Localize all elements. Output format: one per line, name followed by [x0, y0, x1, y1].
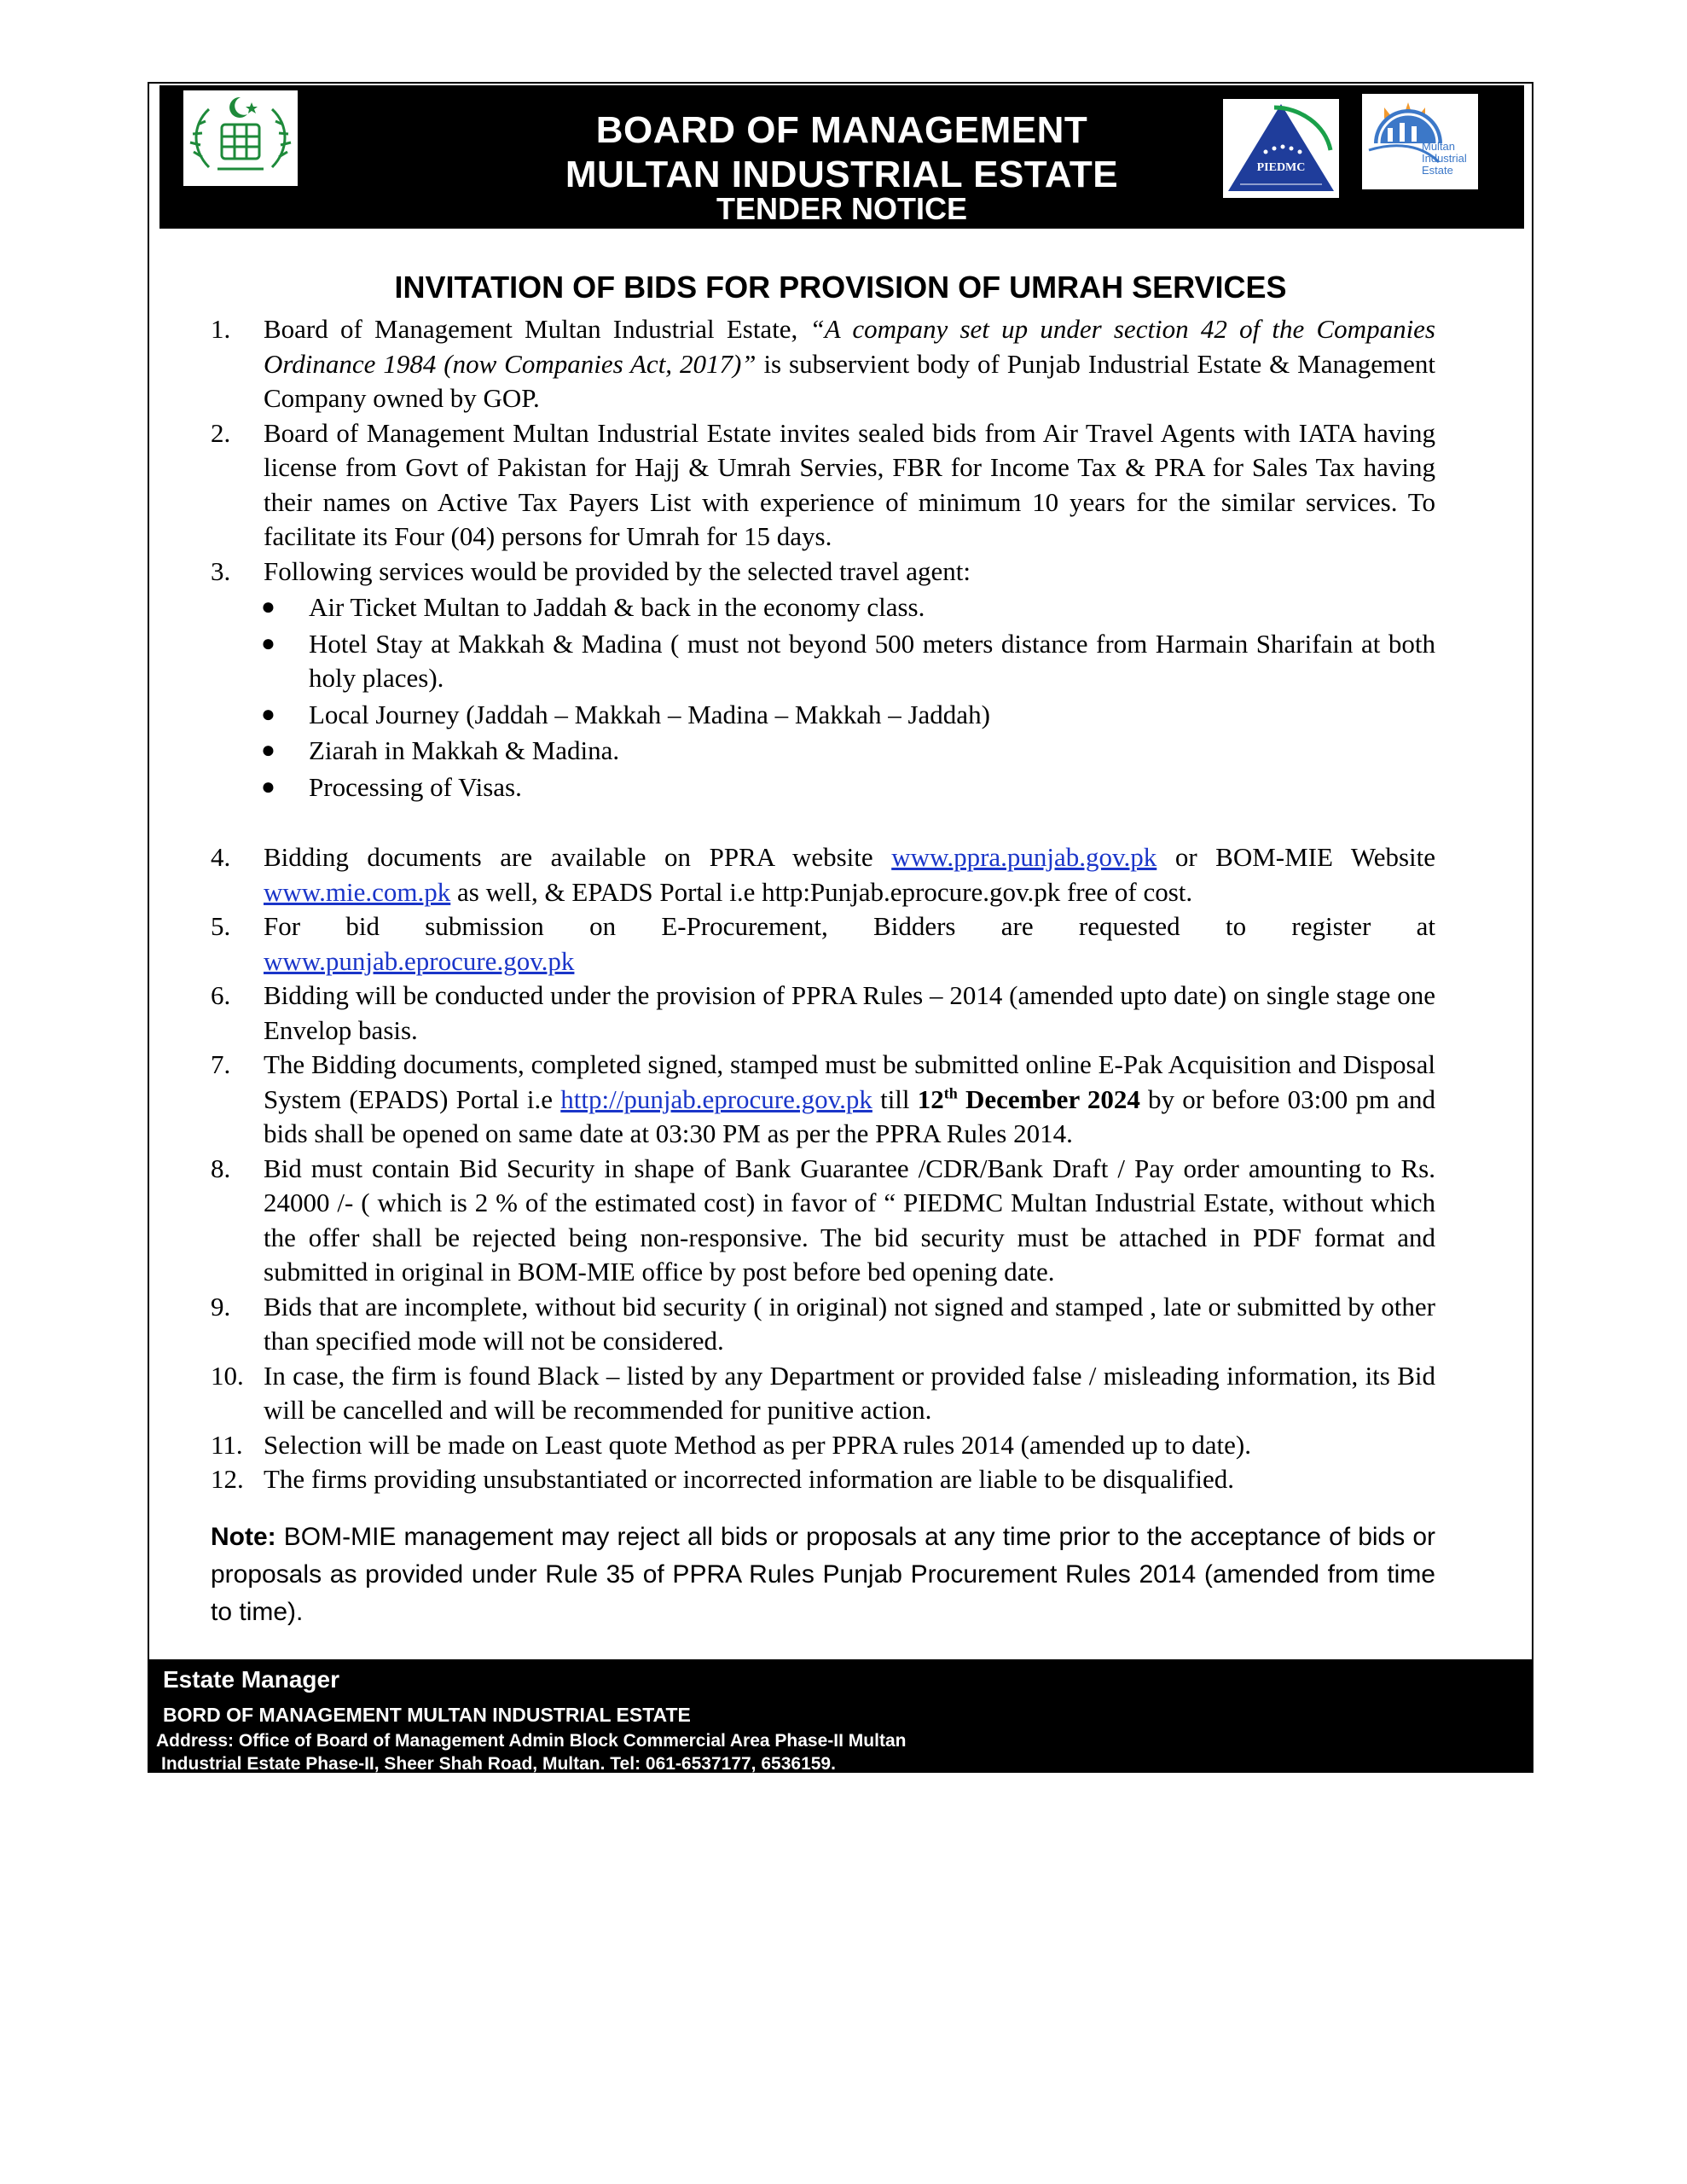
clause-11: 11. Selection will be made on Least quote Method as per PPRA rules 2014 (amended up to date).	[211, 1428, 1435, 1463]
bullet-icon: ●	[261, 630, 275, 657]
services-list	[211, 590, 1435, 804]
clause-12: 12. The firms providing unsubstantiated or incorrected information are liable to be disqualified.	[211, 1462, 1435, 1497]
list-item: ● Hotel Stay at Makkah & Madina ( must not beyond 500 meters distance from Harmain Sharifain at both holy places).	[261, 628, 1435, 693]
note-label: Note:	[211, 1523, 276, 1551]
piedmc-logo-icon	[1223, 99, 1339, 198]
clause-5: 5. For bid submission on E-Procurement, Bidders are requested to register at	[211, 909, 1435, 944]
address-line-2: Industrial Estate Phase-II, Sheer Shah Road, Multan. Tel: 061-6537177, 6536159.	[161, 1754, 836, 1774]
clause-number: 6.	[211, 980, 231, 1010]
header-banner	[159, 85, 1524, 229]
clause-6: 6. Bidding will be conducted under the provision of PPRA Rules – 2014 (amended upto date) on single stage one Envelop basis.	[211, 980, 1435, 1045]
clause-text-italic: “A company set up under section 42 of the Companies Ordinance 1984 (now Companies Act, 2017)”	[264, 314, 1435, 379]
piedmc-logo-text: PIEDMC	[1256, 161, 1306, 174]
clause-4: 4. Bidding documents are available on PPRA website www.ppra.punjab.gov.pk or BOM-MIE Website www.mie.com.pk as well, & EPADS Portal i.e http:Punjab.eprocure.gov.pk free of cost.	[211, 842, 1435, 907]
clause-text: is subservient body of Punjab Industrial Estate & Management Company owned by GOP.	[264, 348, 1435, 413]
mie-logo-icon	[1362, 94, 1478, 189]
clause-1	[211, 312, 1435, 416]
clause-number: 10.	[211, 1360, 244, 1391]
list-item: ● Local Journey (Jaddah – Makkah – Madina – Makkah – Jaddah)	[211, 698, 1435, 733]
list-item: ● Ziarah in Makkah & Madina.	[211, 734, 1435, 769]
list-item: ● Air Ticket Multan to Jaddah & back in the economy class.	[211, 590, 1435, 625]
clause-text: Board of Management Multan Industrial Estate invites sealed bids from Air Travel Agents with IATA having license from Govt of Pakistan for Hajj & Umrah Servies, FBR for Income Tax & PRA for Sales Tax having their names on Active Tax Payers List with experience of minimum 10 years for the similar services. To facilitate its Four (04) persons for Umrah for 15 days.	[264, 417, 1435, 551]
header-line-3: TENDER NOTICE	[716, 191, 967, 226]
bullet-icon: ●	[261, 773, 275, 800]
bullet-icon: ●	[261, 594, 275, 620]
clause-number: 3.	[211, 555, 231, 586]
note-text: BOM-MIE management may reject all bids or proposals at any time prior to the acceptance of bids or proposals as provided under Rule 35 of PPRA Rules Punjab Procurement Rules 2014 (amended from time to time).	[211, 1523, 1435, 1626]
bullet-icon: ●	[261, 737, 275, 764]
deadline-date: 12th December 2024	[917, 1083, 1140, 1114]
eprocure-register-link[interactable]: www.punjab.eprocure.gov.pk	[264, 945, 575, 976]
clause-text: Board of Management Multan Industrial Estate,	[264, 314, 810, 344]
clause-number: 12.	[211, 1464, 244, 1494]
epads-portal-link[interactable]: http://punjab.eprocure.gov.pk	[560, 1083, 872, 1114]
clause-9: 9. Bids that are incomplete, without bid security ( in original) not signed and stamped , late or submitted by other than specified mode will not be considered.	[211, 1291, 1435, 1356]
clause-number: 4.	[211, 842, 231, 872]
list-item: ● Processing of Visas.	[211, 770, 1435, 805]
clause-10: 10. In case, the firm is found Black – listed by any Department or provided false / misleading information, its Bid will be cancelled and will be recommended for punitive action.	[211, 1360, 1435, 1425]
signatory-title: Estate Manager	[163, 1666, 339, 1693]
organization-name: BORD OF MANAGEMENT MULTAN INDUSTRIAL ESTATE	[163, 1704, 691, 1726]
notice-body	[211, 312, 1435, 1497]
notice-frame	[148, 82, 1533, 1773]
clause-number: 1.	[211, 314, 231, 344]
svg-text:Estate: Estate	[1422, 164, 1453, 177]
clause-number: 9.	[211, 1291, 231, 1321]
svg-text:Industrial: Industrial	[1422, 152, 1467, 165]
notice-title: INVITATION OF BIDS FOR PROVISION OF UMRAH SERVICES	[394, 270, 1287, 305]
svg-text:Multan: Multan	[1422, 140, 1456, 153]
clause-number: 7.	[211, 1049, 231, 1079]
clause-7: 7. The Bidding documents, completed signed, stamped must be submitted online E-Pak Acquisition and Disposal System (EPADS) Portal i.e http://punjab.eprocure.gov.pk till 12th December 2024 by or before 03:00 pm and bids shall be opened on same date at 03:30 PM as per the PPRA Rules 2014.	[211, 1049, 1436, 1148]
address-line-1: Address: Office of Board of Management Admin Block Commercial Area Phase-II Multan	[156, 1731, 907, 1751]
mie-website-link[interactable]: www.mie.com.pk	[264, 876, 451, 907]
clause-3	[211, 555, 1435, 590]
clause-5-link-line	[211, 944, 1435, 979]
clause-8: 8. Bid must contain Bid Security in shape of Bank Guarantee /CDR/Bank Draft / Pay order amounting to Rs. 24000 /- ( which is 2 % of the estimated cost) in favor of “ PIEDMC Multan Industrial Estate, without which the offer shall be rejected being non-responsive. The bid security must be attached in PDF format and submitted in original in BOM-MIE office by post before bed opening date.	[211, 1153, 1435, 1287]
clause-number: 2.	[211, 417, 231, 448]
note-paragraph	[211, 1519, 1435, 1631]
header-line-2: MULTAN INDUSTRIAL ESTATE	[565, 154, 1119, 195]
header-line-1: BOARD OF MANAGEMENT	[595, 109, 1088, 151]
bullet-icon: ●	[261, 700, 275, 728]
clause-text: Following services would be provided by the selected travel agent:	[264, 555, 971, 586]
clause-number: 5.	[211, 911, 231, 941]
footer-banner	[149, 1659, 1532, 1773]
clause-number: 8.	[211, 1153, 231, 1183]
clause-2	[211, 416, 1435, 555]
clause-number: 11.	[211, 1429, 243, 1460]
ppra-website-link[interactable]: www.ppra.punjab.gov.pk	[891, 842, 1157, 872]
